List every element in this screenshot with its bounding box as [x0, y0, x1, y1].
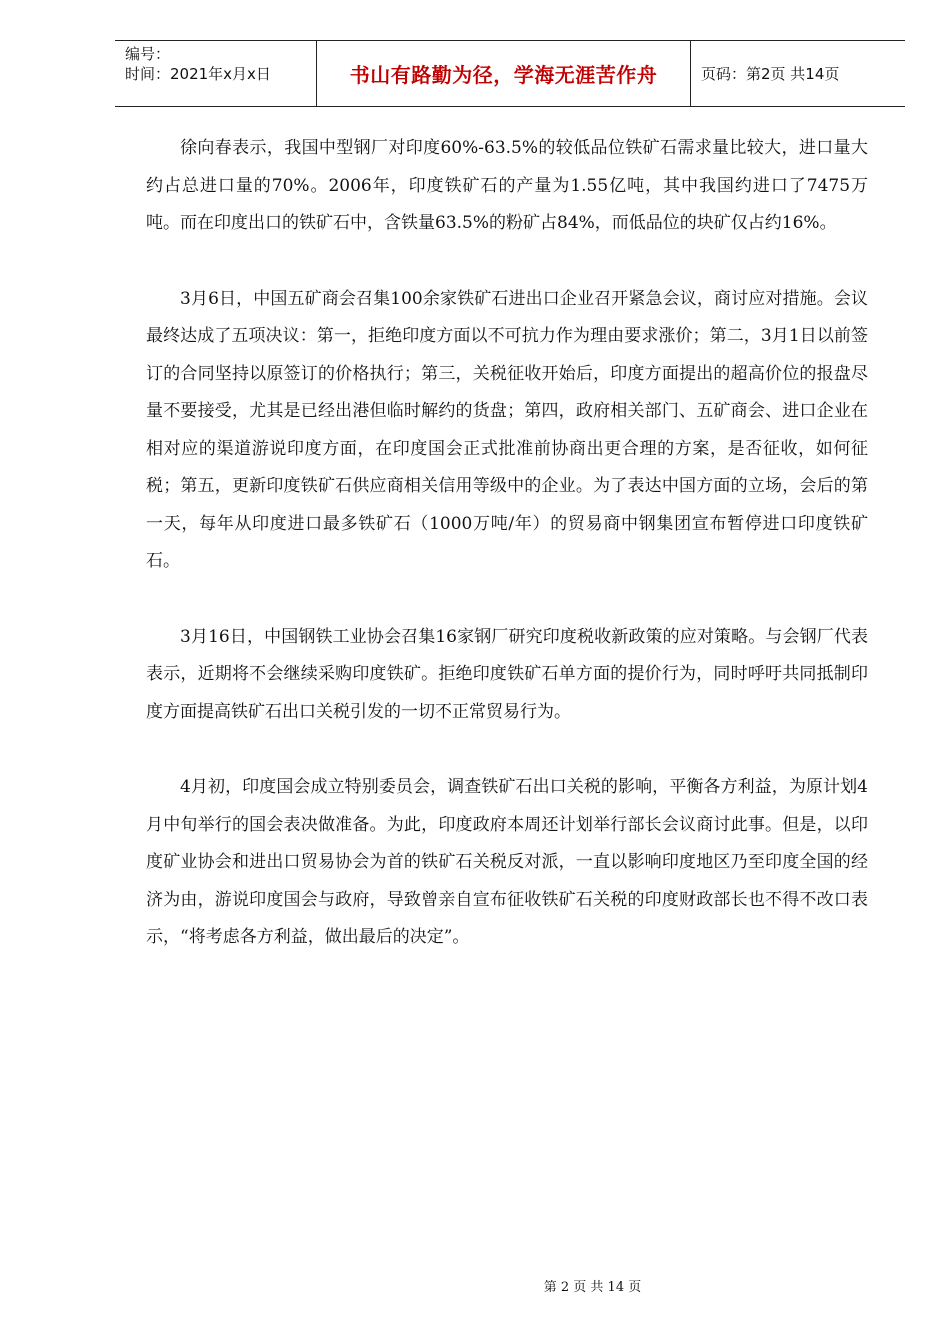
page-footer: 第 2 页 共 14 页: [543, 1280, 642, 1295]
page-header: [115, 40, 905, 107]
paragraph-1: 徐向春表示，我国中型钢厂对印度60%-63.5%的较低品位铁矿石需求量比较大，进口量大约占总进口量的70%。2006年，印度铁矿石的产量为1.55亿吨，其中我国约进口了7475万吨。而在印度出口的铁矿石中，含铁量63.5%的粉矿占84%，而低品位的块矿仅占约16%。: [146, 138, 868, 233]
paragraph-2: 3月6日，中国五矿商会召集100余家铁矿石进出口企业召开紧急会议，商讨应对措施。会议最终达成了五项决议：第一，拒绝印度方面以不可抗力作为理由要求涨价；第二，3月1日以前签订的合同坚持以原签订的价格执行；第三，关税征收开始后，印度方面提出的超高价位的报盘尽量不要接受，尤其是已经出港但临时解约的货盘；第四，政府相关部门、五矿商会、进口企业在相对应的渠道游说印度方面，在印度国会正式批准前协商出更合理的方案，是否征收，如何征税；第五，更新印度铁矿石供应商相关信用等级中的企业。为了表达中国方面的立场，会后的第一天，每年从印度进口最多铁矿石（1000万吨/年）的贸易商中钢集团宣布暂停进口印度铁矿石。: [146, 288, 868, 571]
paragraph-4: 4月初，印度国会成立特别委员会，调查铁矿石出口关税的影响，平衡各方利益，为原计划4月中旬举行的国会表决做准备。为此，印度政府本周还计划举行部长会议商讨此事。但是，以印度矿业协会和进出口贸易协会为首的铁矿石关税反对派，一直以影响印度地区乃至印度全国的经济为由，游说印度国会与政府，导致曾亲自宣布征收铁矿石关税的印度财政部长也不得不改口表示，“将考虑各方利益，做出最后的决定”。: [146, 777, 868, 947]
paragraph-3: 3月16日，中国钢铁工业协会召集16家钢厂研究印度税收新政策的应对策略。与会钢厂代表表示，近期将不会继续采购印度铁矿。拒绝印度铁矿石单方面的提价行为，同时呼吁共同抵制印度方面提高铁矿石出口关税引发的一切不正常贸易行为。: [146, 626, 868, 722]
document-body: [146, 130, 868, 995]
document-number-label: 编号：: [125, 45, 171, 63]
document-time-label: 时间：2021年x月x日: [125, 65, 271, 83]
header-meta-cell: [115, 41, 317, 106]
header-page-info: 页码：第2页 共14页: [701, 65, 840, 83]
header-motto: 书山有路勤为径，学海无涯苦作舟: [317, 41, 691, 106]
